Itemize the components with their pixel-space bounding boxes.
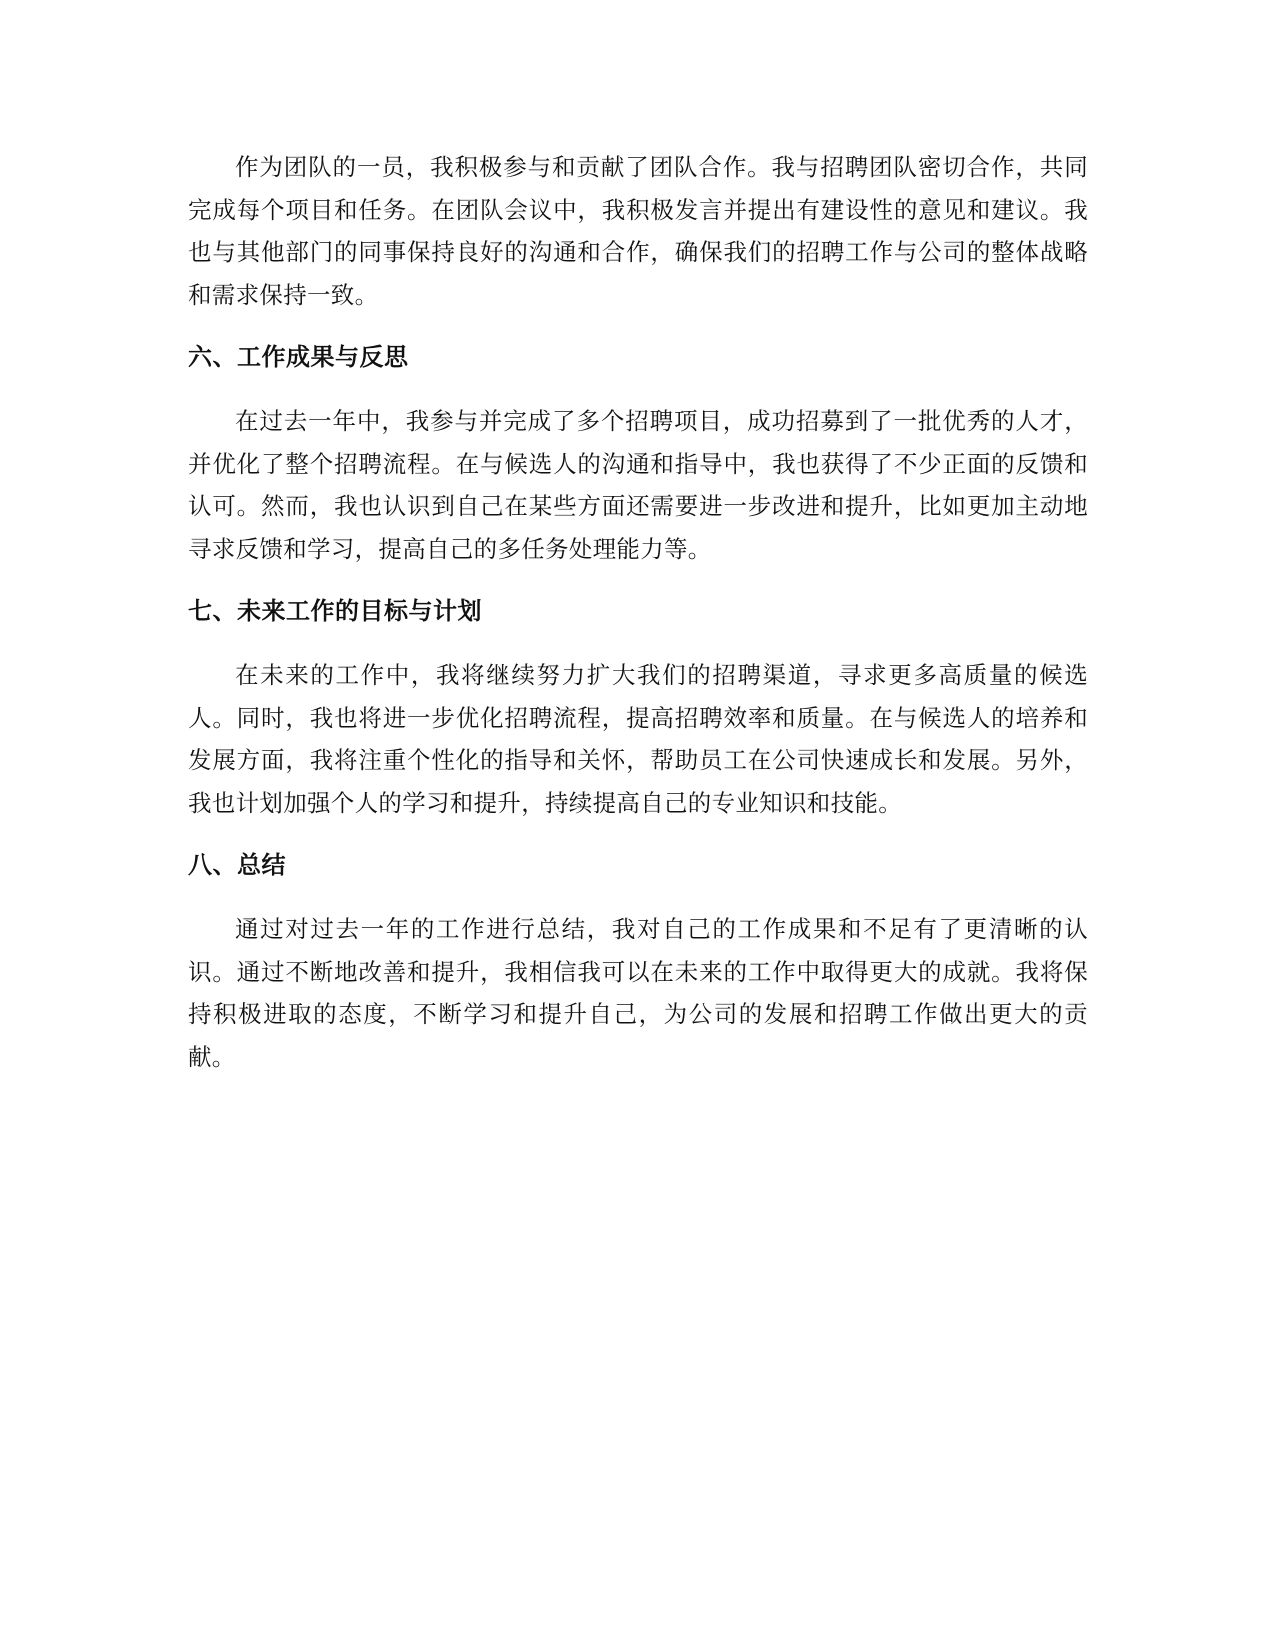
section-heading-future-goals: 七、未来工作的目标与计划	[188, 597, 482, 625]
paragraph-summary: 通过对过去一年的工作进行总结，我对自己的工作成果和不足有了更清晰的认识。通过不断地改善和提升，我相信我可以在未来的工作中取得更大的成就。我将保持积极进取的态度，不断学习和提升自己，为公司的发展和招聘工作做出更大的贡献。	[188, 915, 1088, 1071]
paragraph-team-collaboration: 作为团队的一员，我积极参与和贡献了团队合作。我与招聘团队密切合作，共同完成每个项目和任务。在团队会议中，我积极发言并提出有建设性的意见和建议。我也与其他部门的同事保持良好的沟通和合作，确保我们的招聘工作与公司的整体战略和需求保持一致。	[188, 153, 1088, 309]
section-heading-results-reflection: 六、工作成果与反思	[188, 343, 409, 371]
document-body	[188, 146, 1088, 1078]
paragraph-results-reflection: 在过去一年中，我参与并完成了多个招聘项目，成功招募到了一批优秀的人才，并优化了整个招聘流程。在与候选人的沟通和指导中，我也获得了不少正面的反馈和认可。然而，我也认识到自己在某些方面还需要进一步改进和提升，比如更加主动地寻求反馈和学习，提高自己的多任务处理能力等。	[188, 407, 1088, 563]
paragraph-future-goals: 在未来的工作中，我将继续努力扩大我们的招聘渠道，寻求更多高质量的候选人。同时，我也将进一步优化招聘流程，提高招聘效率和质量。在与候选人的培养和发展方面，我将注重个性化的指导和关怀，帮助员工在公司快速成长和发展。另外，我也计划加强个人的学习和提升，持续提高自己的专业知识和技能。	[188, 661, 1088, 817]
section-heading-summary: 八、总结	[188, 851, 286, 879]
